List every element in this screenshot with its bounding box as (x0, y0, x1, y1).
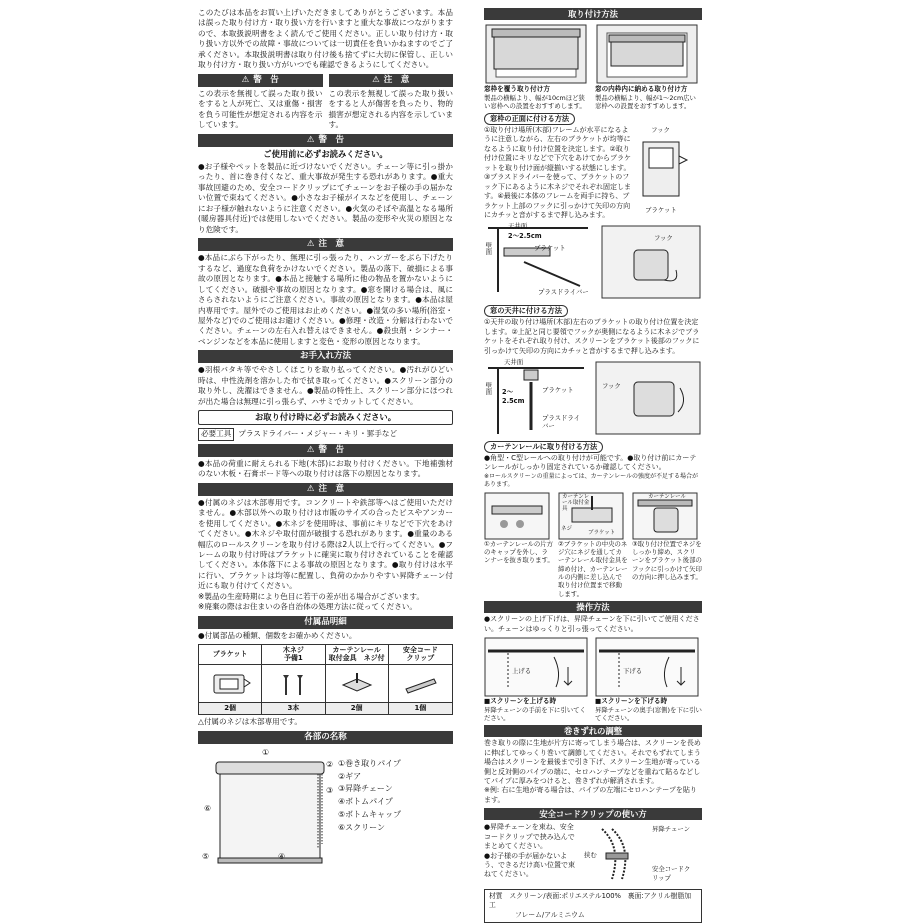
ceiling-label: 天井面 (508, 222, 528, 231)
caution-header: ⚠ 注 意 (198, 238, 453, 251)
pinch-label: 挟む (584, 851, 597, 860)
parts-list (338, 748, 401, 873)
outside-frame-text: 製品の横幅より、幅が10cmほど狭い窓枠への設置をおすすめします。 (484, 93, 586, 110)
warning-header-2: ⚠ 警 告 (198, 444, 453, 457)
part-name: ⑤ボトムキャップ (338, 809, 402, 819)
parts-section (198, 731, 453, 873)
rail-step-1: ①カーテンレールの片方のキャップを外し、ランナーを抜き取ります。 (484, 539, 554, 565)
chain-label: 昇降チェーン (652, 825, 691, 834)
accessory-safety-clip: 安全コード クリップ 1個 (389, 645, 452, 714)
tools-text: プラスドライバー・メジャー・キリ・罫手など (238, 429, 398, 439)
rail-mount-note: ※ロールスクリーンの重量によっては、カーテンレールの強度が不足する場合があります。 (484, 472, 699, 488)
rail-label: カーテンレール (648, 493, 686, 500)
front-bracket-illustration (635, 126, 702, 214)
bracket-illustration (208, 669, 252, 699)
clip-illustration (582, 823, 702, 885)
rail-steps (484, 492, 702, 598)
hook-label-3: フック (602, 381, 621, 390)
accessories-table (198, 644, 453, 715)
front-mount-steps: ①取り付け場所(木部)フレームが水平になるように注意しながら、左右のブラケットが均等になるように取り付け位置を決定します。②取り付け位置にキリなどで下穴をあけてからブラケットを取り付け面が縦揃いする状態にします。③プラスドライバーを使って、ブラケットのフック下にあるように木ネジでそれぞれ固定します。④最後に本体のフレームを両手に持ち、ブラケット上部のフックに引っかけて矢印の方向にカチッと音がするまで押し込みます。 (484, 126, 631, 219)
signal-warning-header: ⚠ 警 告 (198, 74, 323, 87)
dimension-label-2: 2〜2.5cm (502, 387, 525, 405)
left-column (198, 8, 453, 873)
caution-section-1 (198, 238, 453, 347)
caution-text: ●本品にぶら下がったり、無理に引っ張ったり、ハンガーをぶら下げたりするなど、過度な負荷をかけないでください。製品の落下、破損による事故の原因となります。●本品と接触する場所に他の物品を置かないようにしてください。破損や事故の原因となります。●窓を開ける場合は、風にさらされないようにご注意ください。事故の原因となります。●本品は屋内専用です。屋外でのご使用はお止めください。●湿気の多い場所(浴室・屋外など)でのご使用はお避けください。●修理・改造・分解は行わないでください。チェーンの左右入れ替えはできません。●殺虫剤・シンナー・ベンジンなどを本品に使用しますと変色・変形の原因となります。 (198, 253, 453, 346)
accessories-section (198, 616, 453, 728)
caution-text-2: ●付属のネジは木部専用です。コンクリートや鉄部等へはご使用いただけません。●木部以外への取り付けは市販のサイズの合ったビスやアンカーを使用してください。●木ネジを使用時は、事前にキリなどで下穴をあけてください。●木ネジや取付面が破損する恐れがあります。●重量のある幅広のロールスクリーンを取り付ける際は2人以上で行ってください。●フレームの取り付け時はブラケットに確実に取り付けされていることを確認してください。本体落下による事故の原因となります。●取り付けは水平に行い、ブラケットは均等に配置し、負荷のかかりやすい昇降チェーン付近にも取り付けてください。 (198, 497, 453, 591)
inside-frame-title: 窓の内枠内に納める取り付け方 (595, 85, 688, 93)
marker-3: ③ (326, 785, 334, 795)
accessory-rail-fitting: カーテンレール 取付金具 ネジ付 2個 (326, 645, 389, 714)
operation-text: ●スクリーンの上げ下げは、昇降チェーンを下に引いてご使用ください。チェーンはゆっくりと引っ張ってください。 (484, 615, 700, 633)
rail-fitting-label: カーテンレール取付金具 (562, 493, 590, 512)
drift-text: 巻き取りの際に生地が片方に寄ってしまう場合は、スクリーンを長めに伸ばしてゆっくり巻いて調節してください。それでもずれてしまう場合はスクリーンを最後まで引き下げ、スクリーン生地が寄っている側と反対側のパイプの端に、セロハンテープなどを重ねて貼るなどしてパイプに厚みをつけると、巻きずれが解消されます。 (484, 739, 701, 785)
warning-section-2 (198, 444, 453, 480)
screw-illustration (271, 669, 315, 699)
marker-4: ④ (278, 851, 286, 861)
accessory-qty: 1個 (389, 702, 452, 714)
accessories-note: △付属のネジは木部専用です。 (198, 717, 302, 727)
right-column (484, 8, 702, 923)
outside-frame-title: 窓枠を覆う取り付け方 (484, 85, 550, 93)
warning-subtitle: ご使用前に必ずお読みください。 (263, 148, 388, 159)
parts-header: 各部の名称 (198, 731, 453, 744)
rail-mount-tag: カーテンレールに取り付ける方法 (484, 441, 603, 453)
warning-triangle-icon: ⚠ (306, 444, 315, 455)
rail-fitting-illustration (335, 669, 379, 699)
rail-mount-section (484, 438, 702, 598)
raise-title: ■スクリーンを上げる時 (484, 696, 557, 705)
lower-text: 昇降チェーンの奥手(窓側)を下に引いてください。 (595, 705, 702, 722)
bracket-label: ブラケット (645, 206, 677, 215)
dimension-label: 2〜2.5cm (508, 232, 542, 241)
clip-label: 安全コードクリップ (652, 865, 691, 882)
operation-header: 操作方法 (484, 601, 702, 613)
rail-step-3: ③取り付け位置でネジをしっかり締め、スクリーンをブラケット後部のフックに引っかけて矢印の方向に押し込みます。 (632, 539, 702, 582)
warning-triangle-icon: ⚠ (306, 483, 315, 494)
part-name: ③昇降チェーン (338, 784, 393, 794)
drift-example: ※例: 右に生地が寄る場合は、パイプの左端にセロハンテープを貼ります。 (484, 786, 697, 804)
marker-6: ⑥ (204, 803, 212, 813)
material-line-1: スクリーン/表面:ポリエステル100% 裏面:アクリル樹脂加工 (489, 892, 692, 910)
color-note: ※製品の生産時期により色目に若干の差が出る場合がございます。 (198, 591, 424, 601)
front-mount-tag: 窓枠の正面に付ける方法 (484, 113, 575, 125)
ceiling-mount-steps: ①天井の取り付け場所(木部)左右のブラケットの取り付け位置を決定します。②上記と同じ要領でフックが奥側になるように木ネジでブラケットをそれぞれ取り付け、スクリーンをブラケット後部のフックに引っかけて矢印の方向にカチッと音がするまで押し込みます。 (484, 318, 700, 355)
accessory-qty: 2個 (326, 702, 388, 714)
drift-section (484, 725, 702, 805)
parts-body (198, 748, 453, 873)
rail-step-1-illustration (484, 492, 550, 540)
clip-row (484, 823, 702, 885)
accessory-qty: 3本 (262, 702, 324, 714)
warning-text: ●お子様やペットを製品に近づけないでください。チェーン等に引っ掛かったり、首に巻き付くなど、重大事故が発生する恐れがあります。●重大事故回避のため、安全コードクリップにてチェーンをお子様の手の届かない位置で束ねてください。●小さなお子様がイスなどを使用し、チェーンにお子様が触れないように注意ください。●火気のそばや高温となる場所(暖房器具付近)では使用しないでください。製品の変形や火災の原因となり危険です。 (198, 161, 453, 234)
lower-illustration (595, 637, 699, 697)
warning-triangle-icon: ⚠ (306, 134, 315, 145)
drift-header: 巻きずれの調整 (484, 725, 702, 737)
part-name: ②ギア (338, 771, 362, 781)
tools-row (198, 428, 453, 440)
warning-triangle-icon: ⚠ (306, 239, 315, 250)
signal-caution-text: この表示を無視して誤った取り扱いをすると人が傷害を負ったり、物的損害が想定される内容を示しています。 (328, 88, 453, 130)
lower-title: ■スクリーンを下げる時 (595, 696, 668, 705)
up-word: 上げる (512, 666, 532, 675)
material-box (484, 889, 702, 923)
part-name: ⑥スクリーン (338, 822, 386, 832)
warning-header: ⚠ 警 告 (198, 134, 453, 147)
screw-label: ネジ (561, 525, 573, 532)
ceiling-label-2: 天井面 (504, 357, 524, 366)
caution-section-2 (198, 483, 453, 613)
install-methods-row (484, 23, 702, 110)
inside-frame-illustration (595, 23, 699, 85)
warning-triangle-icon: ⚠ (372, 74, 380, 85)
disposal-note: ※廃棄の際はお住まいの各自治体の処理方法に従ってください。 (198, 602, 417, 612)
ceiling-mount-tag: 窓の天井に付ける方法 (484, 305, 568, 317)
care-section (198, 350, 453, 407)
rail-mount-text: ●角型・C型レールへの取り付けが可能です。●取り付け前にカーテンレールがしっかり固定されているか確認してください。 (484, 453, 697, 472)
install-methods-header: 取り付け方法 (484, 8, 702, 20)
raise-illustration (484, 637, 588, 697)
part-name: ④ボトムパイプ (338, 797, 393, 807)
signal-warning-text: この表示を無視して誤った取り扱いをすると人が死亡、又は重傷・損害を負う可能性が想定される内容を示しています。 (198, 88, 323, 130)
marker-2: ② (326, 759, 334, 769)
operation-row (484, 637, 702, 722)
wall-label-2: 壁面 (484, 381, 493, 395)
bracket-label-3: ブラケット (542, 385, 574, 394)
roll-screen-diagram (198, 748, 338, 873)
down-word: 下げる (623, 666, 643, 675)
accessory-screw: 木ネジ 予備1 3本 (262, 645, 325, 714)
outside-frame-illustration (484, 23, 588, 85)
ceiling-mount-diagram (484, 358, 702, 438)
wall-label: 壁面 (484, 242, 493, 256)
install-notice-box: お取り付け時に必ずお読みください。 (198, 410, 453, 425)
signal-caution-header: ⚠ 注 意 (329, 74, 454, 87)
tools-label: 必要工具 (198, 428, 234, 440)
inside-frame-text: 製品の横幅より、幅が1〜2cm広い窓枠への設置をおすすめします。 (595, 93, 696, 110)
clip-section (484, 808, 702, 885)
raise-text: 昇降チェーンの手前を下に引いてください。 (484, 705, 586, 722)
clip-header: 安全コードクリップの使い方 (484, 808, 702, 820)
material-label: 材質 (489, 892, 503, 901)
accessory-bracket: ブラケット 2個 (199, 645, 262, 714)
caution-header-2: ⚠ 注 意 (198, 483, 453, 496)
hook-label-2: フック (654, 234, 673, 243)
clip-text-1: ●昇降チェーンを束ね、安全コードクリップで挟み込んでまとめてください。 (484, 823, 575, 851)
bracket-label-4: ブラケット (588, 529, 616, 536)
warning-text-2: ●本品の荷重に耐えられる下地(木部)にお取り付けください。下地補強材のない木板・石膏ボード等への取り付けは落下の原因となります。 (198, 458, 453, 479)
intro-text: このたびは本品をお買い上げいただきましてありがとうございます。本品は誤った取り付け方・取り扱い方を行いますと重大な事故につながりますので、本取扱説明書をよく読んでご使用ください。正しい取り付け方・取り扱い方以外での故障・事故については一切責任を負いかねますのでご了承ください。本取扱説明書は取り付け後も捨てずに大切に保管し、正しい取り付け方・取り扱い方がいつでも確認できるようにしてください。 (198, 8, 453, 70)
accessories-check: ●付属部品の種類、個数をお確かめください。 (198, 630, 357, 640)
warning-section-1 (198, 134, 453, 235)
accessories-header: 付属品明細 (198, 616, 453, 629)
signal-words (198, 74, 453, 131)
driver-label: プラスドライバー (538, 288, 589, 297)
part-name: ①巻き取りパイプ (338, 758, 401, 768)
operation-section (484, 601, 702, 722)
clip-text-2: ●お子様の手が届かないよう、できるだけ高い位置で束ねてください。 (484, 851, 575, 879)
clip-illustration (398, 669, 442, 699)
material-line-2: フレーム/アルミニウム (515, 910, 585, 919)
rail-step-2: ②ブラケットの中央のネジ穴にネジを通してカーテンレール取付金具を締め付け、カーテンレールの内側に差し込んで取り付け位置まで移動します。 (558, 539, 628, 598)
care-header: お手入れ方法 (198, 350, 453, 363)
warning-triangle-icon: ⚠ (241, 74, 250, 85)
bracket-label-2: ブラケット (534, 244, 566, 253)
driver-label-2: プラスドライバー (542, 413, 580, 431)
ceiling-mount-section (484, 302, 702, 438)
care-text: ●羽根バタキ等でやさしくほこりを取り払ってください。●汚れがひどい時は、中性洗剤を溶かした布で拭き取ってください。●スクリーン部分の取り外し、洗濯はできません。●製品の特性上、スクリーン部分にほつれが出た場合は無理に引っ張らず、ハサミでカットしてください。 (198, 365, 453, 406)
accessory-qty: 2個 (199, 702, 261, 714)
front-mount-diagram (484, 222, 702, 302)
marker-1: ① (262, 747, 270, 757)
front-mount-section (484, 110, 702, 302)
hook-label: フック (651, 126, 670, 135)
marker-5: ⑤ (202, 851, 210, 861)
